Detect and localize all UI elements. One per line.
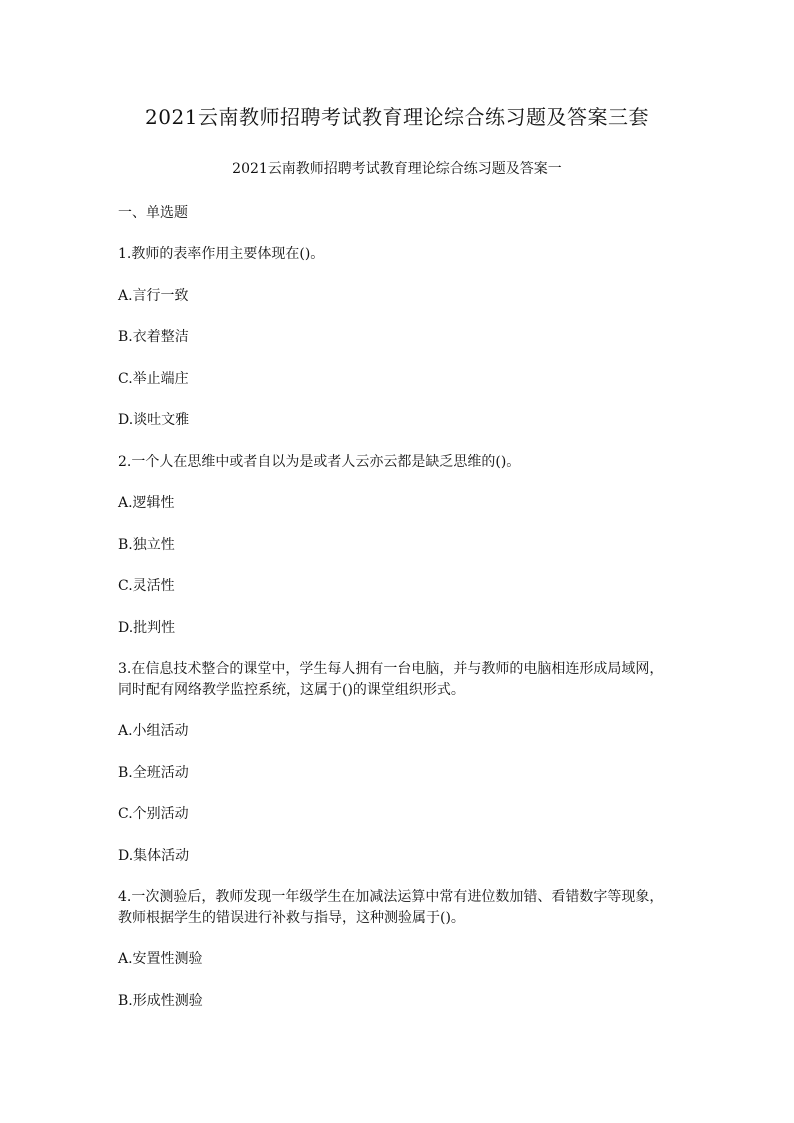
question-4-stem-line-1: 4.一次测验后，教师发现一年级学生在加减法运算中常有进位数加错、看错数字等现象， [118,889,664,905]
question-4-option-a: A.安置性测验 [118,951,203,967]
question-1-option-c: C.举止端庄 [118,371,189,387]
question-2-option-a: A.逻辑性 [118,495,175,511]
question-1-option-b: B.衣着整洁 [118,329,189,345]
question-3-option-b: B.全班活动 [118,765,189,781]
question-2-option-d: D.批判性 [118,620,176,636]
question-1-option-a: A.言行一致 [118,288,189,304]
question-1-option-d: D.谈吐文雅 [118,412,190,428]
question-2-option-b: B.独立性 [118,537,175,553]
question-1-stem: 1.教师的表率作用主要体现在()。 [118,246,325,262]
question-3-stem-line-1: 3.在信息技术整合的课堂中，学生每人拥有一台电脑，并与教师的电脑相连形成局域网， [118,661,664,677]
question-2-stem: 2.一个人在思维中或者自以为是或者人云亦云都是缺乏思维的()。 [118,454,521,470]
question-2-option-c: C.灵活性 [118,578,175,594]
question-3-option-a: A.小组活动 [118,723,189,739]
question-3-stem-line-2: 同时配有网络教学监控系统，这属于()的课堂组织形式。 [118,682,465,698]
document-title: 2021云南教师招聘考试教育理论综合练习题及答案三套 [145,105,649,129]
question-3-option-d: D.集体活动 [118,848,190,864]
section-heading: 一、单选题 [118,205,188,221]
document-subtitle: 2021云南教师招聘考试教育理论综合练习题及答案一 [232,161,562,177]
question-4-stem-line-2: 教师根据学生的错误进行补救与指导，这种测验属于()。 [118,910,465,926]
question-4-option-b: B.形成性测验 [118,993,203,1009]
question-3-option-c: C.个别活动 [118,806,189,822]
